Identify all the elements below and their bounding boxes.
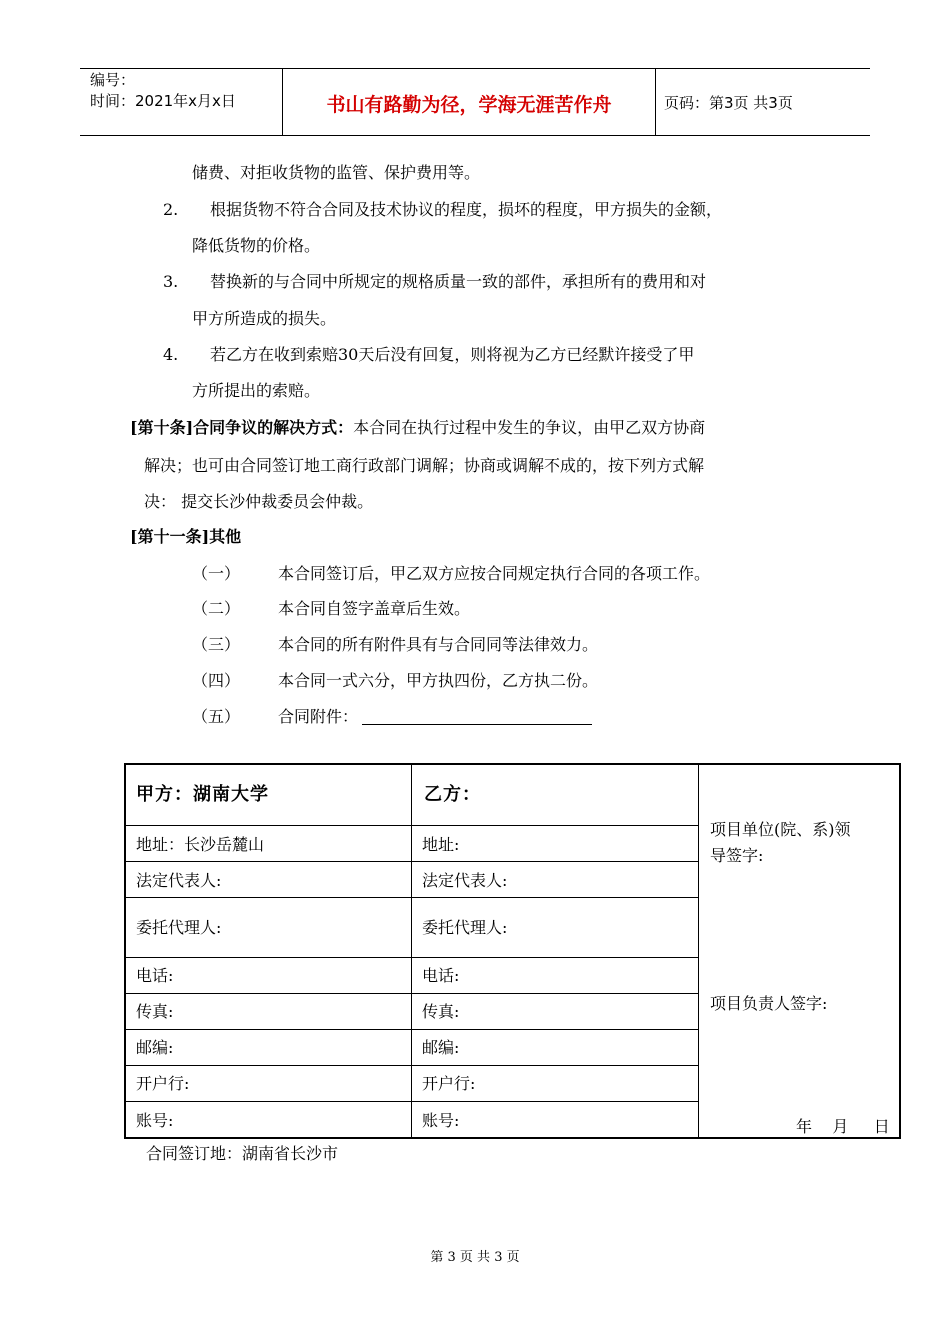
article-11-item-3-text: 本合同的所有附件具有与合同同等法律效力。 bbox=[278, 635, 599, 654]
continuation-text: 储费、对拒收货物的监管、保护费用等。 bbox=[192, 163, 481, 182]
signature-table bbox=[124, 763, 901, 1139]
article-11-item-4-num: （四） bbox=[192, 671, 241, 690]
party-b-postcode: 邮编: bbox=[422, 1038, 460, 1057]
party-a-agent: 委托代理人: bbox=[136, 918, 222, 937]
header-bottom-rule bbox=[80, 135, 870, 136]
article-11-title: [第十一条]其他 bbox=[130, 527, 242, 546]
header-divider-right bbox=[655, 68, 656, 136]
party-b-address: 地址: bbox=[422, 835, 460, 854]
article-11-item-5-num: （五） bbox=[192, 707, 241, 726]
party-a-postcode: 邮编: bbox=[136, 1038, 174, 1057]
table-row-line bbox=[126, 825, 698, 826]
party-a-legal-rep: 法定代表人: bbox=[136, 871, 222, 890]
table-row-line bbox=[126, 861, 698, 862]
party-b-fax: 传真: bbox=[422, 1002, 460, 1021]
article-11-item-2-text: 本合同自签字盖章后生效。 bbox=[278, 599, 471, 618]
item-3-line1: 替换新的与合同中所规定的规格质量一致的部件，承担所有的费用和对 bbox=[210, 272, 707, 291]
article-10-text1: 本合同在执行过程中发生的争议，由甲乙双方协商 bbox=[353, 418, 706, 437]
header-time: 时间：2021年x月x日 bbox=[90, 92, 236, 110]
attachment-blank-line[interactable] bbox=[362, 708, 592, 725]
party-b-bank: 开户行: bbox=[422, 1074, 476, 1093]
article-10-line3: 决： 提交长沙仲裁委员会仲裁。 bbox=[144, 492, 374, 511]
table-row-line bbox=[126, 1101, 698, 1102]
party-a-account: 账号: bbox=[136, 1111, 174, 1130]
party-a-title: 甲方：湖南大学 bbox=[136, 784, 269, 805]
party-a-fax: 传真: bbox=[136, 1002, 174, 1021]
unit-leader-sign-line1: 项目单位(院、系)领 bbox=[710, 820, 851, 839]
article-11-item-2-num: （二） bbox=[192, 599, 241, 618]
table-divider-right bbox=[698, 765, 699, 1137]
unit-leader-sign-line2: 导签字: bbox=[710, 846, 764, 865]
party-b-account: 账号: bbox=[422, 1111, 460, 1130]
header-top-rule bbox=[80, 68, 870, 69]
page-footer: 第 3 页 共 3 页 bbox=[430, 1250, 520, 1265]
header-number: 编号： bbox=[90, 71, 136, 89]
party-b-agent: 委托代理人: bbox=[422, 918, 508, 937]
item-3-number: 3. bbox=[163, 272, 179, 291]
article-11-item-5-row bbox=[278, 707, 592, 727]
table-divider-ab bbox=[411, 765, 412, 1137]
party-a-phone: 电话: bbox=[136, 966, 174, 985]
article-10-title: [第十条]合同争议的解决方式： bbox=[130, 418, 354, 437]
article-10-line1 bbox=[130, 418, 705, 438]
item-2-number: 2. bbox=[163, 200, 179, 219]
item-2-line2: 降低货物的价格。 bbox=[192, 236, 321, 255]
article-11-item-1-text: 本合同签订后，甲乙双方应按合同规定执行合同的各项工作。 bbox=[278, 564, 711, 583]
article-11-item-4-text: 本合同一式六分，甲方执四份，乙方执二份。 bbox=[278, 671, 599, 690]
article-10-line2: 解决；也可由合同签订地工商行政部门调解；协商或调解不成的，按下列方式解 bbox=[144, 456, 705, 475]
table-row-line bbox=[126, 1029, 698, 1030]
party-a-address: 地址：长沙岳麓山 bbox=[136, 835, 265, 854]
item-3-line2: 甲方所造成的损失。 bbox=[192, 309, 337, 328]
item-2-line1: 根据货物不符合合同及技术协议的程度，损坏的程度，甲方损失的金额， bbox=[210, 200, 723, 219]
signing-place: 合同签订地：湖南省长沙市 bbox=[146, 1144, 339, 1163]
article-11-item-1-num: （一） bbox=[192, 564, 241, 583]
header-divider-left bbox=[282, 68, 283, 136]
party-b-phone: 电话: bbox=[422, 966, 460, 985]
table-row-line bbox=[126, 1065, 698, 1066]
header-motto: 书山有路勤为径，学海无涯苦作舟 bbox=[326, 94, 612, 116]
table-row-line bbox=[126, 897, 698, 898]
sign-date: 年 月 日 bbox=[796, 1117, 890, 1136]
article-11-item-3-num: （三） bbox=[192, 635, 241, 654]
project-leader-sign: 项目负责人签字: bbox=[710, 994, 828, 1013]
header-page-info: 页码：第3页 共3页 bbox=[664, 94, 793, 112]
header-meta bbox=[90, 70, 236, 112]
article-11-item-5-text: 合同附件： bbox=[278, 707, 359, 726]
table-row-line bbox=[126, 957, 698, 958]
item-4-line2: 方所提出的索赔。 bbox=[192, 381, 321, 400]
item-4-number: 4. bbox=[163, 345, 179, 364]
party-a-bank: 开户行: bbox=[136, 1074, 190, 1093]
party-b-legal-rep: 法定代表人: bbox=[422, 871, 508, 890]
table-row-line bbox=[126, 993, 698, 994]
party-b-title: 乙方： bbox=[424, 784, 481, 805]
item-4-line1: 若乙方在收到索赔30天后没有回复，则将视为乙方已经默许接受了甲 bbox=[210, 345, 695, 364]
